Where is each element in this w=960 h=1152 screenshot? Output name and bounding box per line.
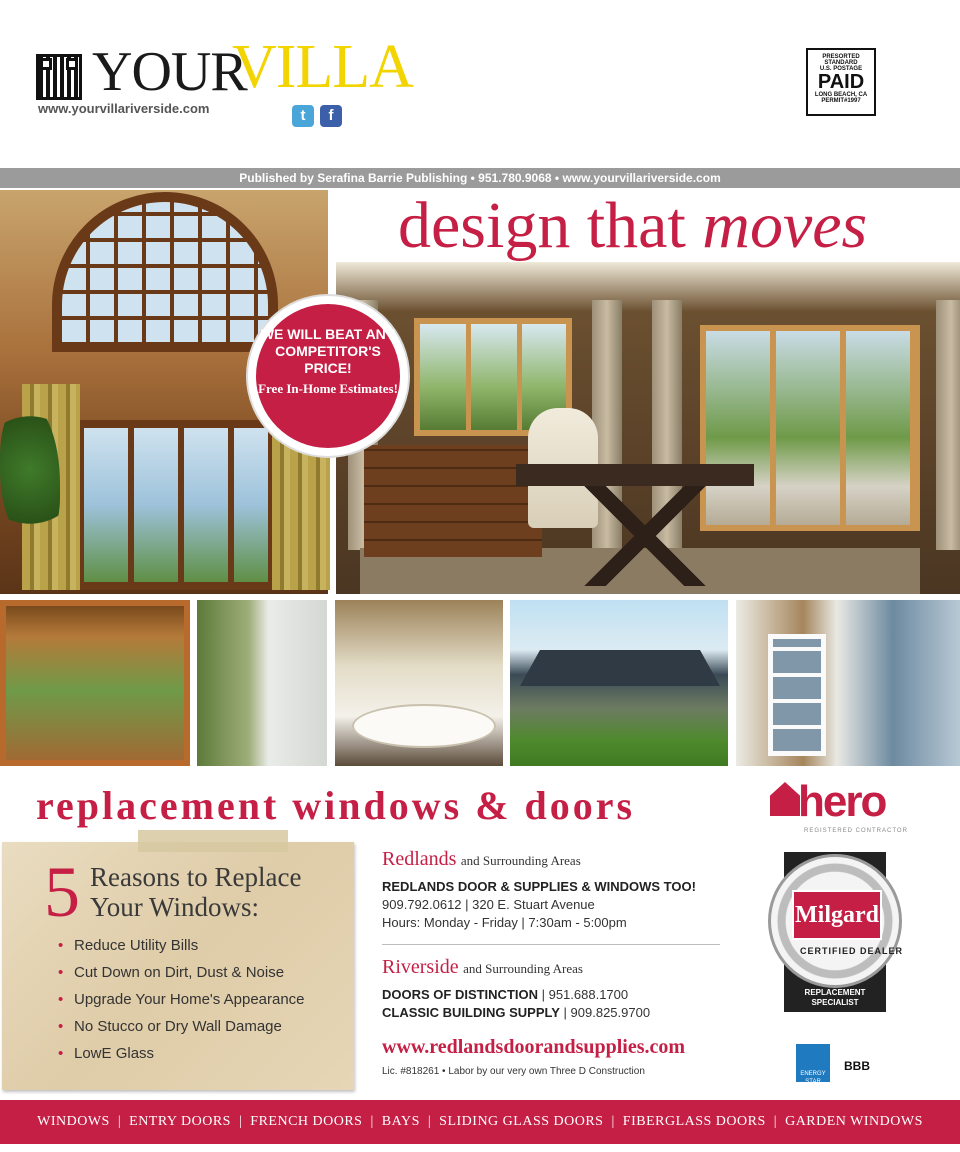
publisher-bar: Published by Serafina Barrie Publishing • 951.780.9068 • www.yourvillariverside.com [0,168,960,188]
separator: | [238,1114,243,1129]
separator: | [611,1114,615,1129]
postage-paid: PAID [817,71,865,93]
photo-desk-legs [560,486,730,586]
separator: | [117,1114,122,1129]
tagline-main: design that [398,189,703,262]
riverside-region: Riverside [382,956,459,978]
hero-subtitle: REGISTERED CONTRACTOR [804,828,908,834]
logo-villa: VILLA [232,33,413,101]
reasons-title: Reasons to Replace Your Windows: [90,862,302,922]
redlands-company [382,878,696,896]
product-item: FRENCH DOORS [250,1114,363,1129]
riverside-phone-1[interactable]: | 951.688.1700 [538,987,629,1002]
photo-french-door-panel [768,634,826,756]
postage-line: LONG BEACH, CA [814,92,868,98]
energy-star-icon: ENERGY STAR [796,1044,830,1082]
milgard-logo: Milgard [792,890,882,940]
separator: | [773,1114,778,1129]
riverside-line-1 [382,986,628,1004]
list-item: • Cut Down on Dirt, Dust & Noise [58,959,305,986]
riverside-suffix: and Surrounding Areas [463,961,583,976]
product-item: BAYS [381,1114,420,1129]
promo-badge-inner [256,304,400,448]
product-item: ENTRY DOORS [129,1114,231,1129]
photo-bathtub [352,704,496,748]
redlands-hours: Hours: Monday - Friday | 7:30am - 5:00pm [382,915,627,930]
riverside-line-2 [382,1004,650,1022]
separator: | [370,1114,374,1129]
photo-drape [936,300,960,550]
website-link[interactable]: www.redlandsdoorandsupplies.com [382,1036,686,1058]
product-item: FIBERGLASS DOORS [622,1114,766,1129]
product-bar [0,1100,960,1144]
product-item: WINDOWS [37,1114,110,1129]
photo-desk [516,464,754,486]
promo-main-text: WE WILL BEAT ANY COMPETITOR'S PRICE! [260,326,396,376]
twitter-icon[interactable]: t [292,105,314,127]
logo-your: YOUR [92,41,247,103]
riverside-company-2: CLASSIC BUILDING SUPPLY [382,1005,560,1020]
postage-line: U.S. POSTAGE [819,66,863,72]
postage-line: PERMIT#1997 [821,98,861,104]
facebook-icon[interactable]: f [320,105,342,127]
site-url[interactable]: www.yourvillariverside.com [38,101,210,116]
redlands-heading [382,848,581,871]
qr-code-icon [36,54,82,100]
photo-lower-windows [76,420,276,590]
redlands-phone-address[interactable]: 909.792.0612 | 320 E. Stuart Avenue [382,897,595,912]
postage-indicia [806,48,876,116]
divider [382,944,720,945]
reasons-list [58,932,305,1067]
milgard-certified: CERTIFIED DEALER [800,946,904,956]
promo-sub-text: Free In-Home Estimates! [258,381,398,396]
photo-window-handle [197,600,327,766]
promo-badge [248,296,408,456]
postage-line: PRESORTED STANDARD [822,54,860,66]
photo-folding-doors [700,325,920,531]
bbb-icon: BBB [844,1059,870,1073]
list-item: • No Stucco or Dry Wall Damage [58,1013,305,1040]
tape-decoration [138,830,288,852]
redlands-region: Redlands [382,848,457,870]
photo-sliding-doors [0,600,190,766]
list-item: • LowE Glass [58,1040,305,1067]
hero-logo: hero [798,777,886,826]
photo-dresser [364,445,542,557]
photo-roof [520,650,720,686]
riverside-phone-2[interactable]: | 909.825.9700 [559,1005,651,1020]
headline: replacement windows & doors [36,783,636,828]
tagline [398,186,867,266]
reasons-number: 5 [44,852,80,932]
separator: | [427,1114,432,1129]
license-text: Lic. #818261 • Labor by our very own Three D Construction [382,1066,645,1077]
hero-house-icon [770,782,800,816]
list-item: • Upgrade Your Home's Appearance [58,986,305,1013]
milgard-replacement: REPLACEMENT SPECIALIST [804,988,866,1007]
list-item: • Reduce Utility Bills [58,932,305,959]
redlands-suffix: and Surrounding Areas [460,853,581,868]
redlands-company-name: REDLANDS DOOR & SUPPLIES & WINDOWS TOO! [382,879,696,894]
product-item: GARDEN WINDOWS [785,1114,923,1129]
riverside-company-1: DOORS OF DISTINCTION [382,987,538,1002]
product-item: SLIDING GLASS DOORS [439,1114,604,1129]
tagline-emphasis: moves [702,189,868,262]
riverside-heading [382,956,583,979]
